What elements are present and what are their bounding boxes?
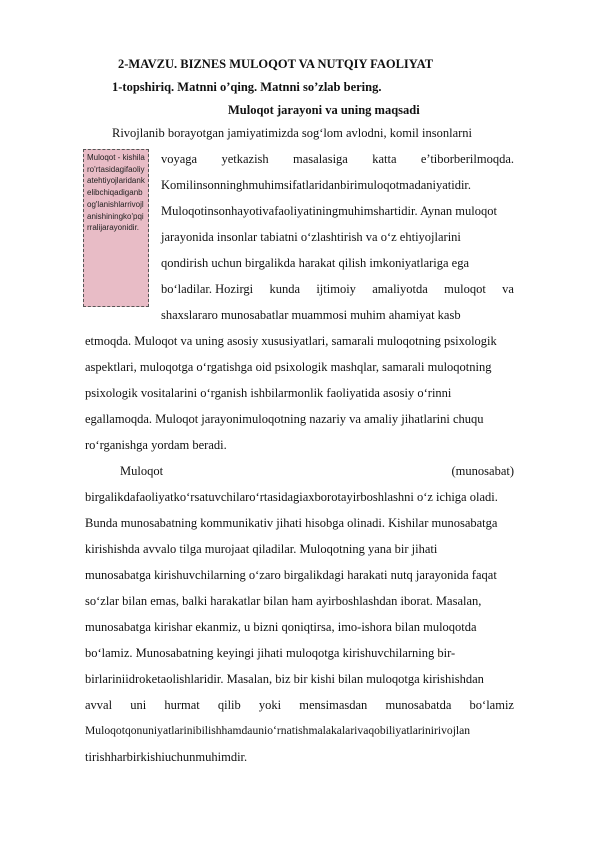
paragraph-line: birgalikdafaoliyatko‘rsatuvchilaro‘rtasidagiaxborotayirboshlashni o‘z ichiga oladi. <box>85 490 498 504</box>
paragraph-line: aspektlari, muloqotga o‘rgatishga oid psixologik mashqlar, samarali muloqotning <box>85 360 492 374</box>
topic-heading: 2-MAVZU. BIZNES MULOQOT VA NUTQIY FAOLIYAT <box>118 57 434 71</box>
paragraph-line-justified: bo‘ladilar. Hozirgi kunda ijtimoiy amaliyotda muloqot va <box>161 282 514 296</box>
paragraph-line: etmoqda. Muloqot va uning asosiy xususiyatlari, samarali muloqotning psixologik <box>85 334 497 348</box>
task-heading: 1-topshiriq. Matnni o’qing. Matnni so’zlab bering. <box>112 80 382 94</box>
paragraph-line: munosabatga kirishuvchilarning o‘zaro birgalikdagi harakati nutq jarayonida faqat <box>85 568 497 582</box>
section-subtitle: Muloqot jarayoni va uning maqsadi <box>228 103 420 117</box>
paragraph-line: psixologik vositalarini o‘rganish ishbilarmonlik faoliyatida asosiy o‘rinni <box>85 386 452 400</box>
paragraph-line: Komilinsonninghmuhimsifatlaridanbirimuloqotmadaniyatidir. <box>161 178 472 192</box>
definition-callout: Muloqot - kishilaro'rtasidagifaoliyatehtiyojlaridankelibchiqadiganbog'lanishlarrivojlanishiningko'pqirralijarayonidir. <box>83 149 149 307</box>
paragraph-line-justified: voyaga yetkazish masalasiga katta e’tiborberilmoqda. <box>161 152 514 166</box>
paragraph-line: birlariniidroketaolishlaridir. Masalan, biz bir kishi bilan muloqotga kirishishdan <box>85 672 484 686</box>
paragraph-line: ro‘rganishga yordam beradi. <box>85 438 227 452</box>
paragraph-line: munosabatga kirishar ekanmiz, u bizni qoniqtirsa, imo-ishora bilan muloqotda <box>85 620 477 634</box>
paragraph-line: Bunda munosabatning kommunikativ jihati hisobga olinadi. Kishilar munosabatga <box>85 516 498 530</box>
paragraph-line: jarayonida insonlar tabiatni o‘zlashtirish va o‘z ehtiyojlarini <box>161 230 461 244</box>
paragraph-line: so‘zlar bilan emas, balki harakatlar bilan ham ayirboshlashdan iborat. Masalan, <box>85 594 482 608</box>
paragraph-line: Rivojlanib borayotgan jamiyatimizda sog‘lom avlodni, komil insonlarni <box>112 126 473 140</box>
paragraph-line: shaxslararo munosabatlar muammosi muhim ahamiyat kasb <box>161 308 461 322</box>
paragraph-line: egallamoqda. Muloqot jarayonimuloqotning nazariy va amaliy jihatlarini chuqu <box>85 412 484 426</box>
paragraph-line: Muloqotqonuniyatlarinibilishhamdaunio‘rnatishmalakalarivaqobiliyatlarinirivojlan <box>85 724 471 737</box>
paragraph-line: tirishharbirkishiuchunmuhimdir. <box>85 750 248 764</box>
paragraph-line: kirishishda avvalo tilga murojaat qiladilar. Muloqotning yana bir jihati <box>85 542 438 556</box>
paragraph-line: qondirish uchun birgalikda harakat qilish imkoniyatlariga ega <box>161 256 470 270</box>
paragraph-line-justified: avval uni hurmat qilib yoki mensimasdan munosabatda bo‘lamiz <box>85 698 514 712</box>
paragraph-line: Muloqotinsonhayotivafaoliyatiningmuhimshartidir. Aynan muloqot <box>161 204 497 218</box>
paragraph-line-justified: Muloqot (munosabat) <box>120 464 514 478</box>
paragraph-line: bo‘lamiz. Munosabatning keyingi jihati muloqotga kirishuvchilarning bir- <box>85 646 456 660</box>
